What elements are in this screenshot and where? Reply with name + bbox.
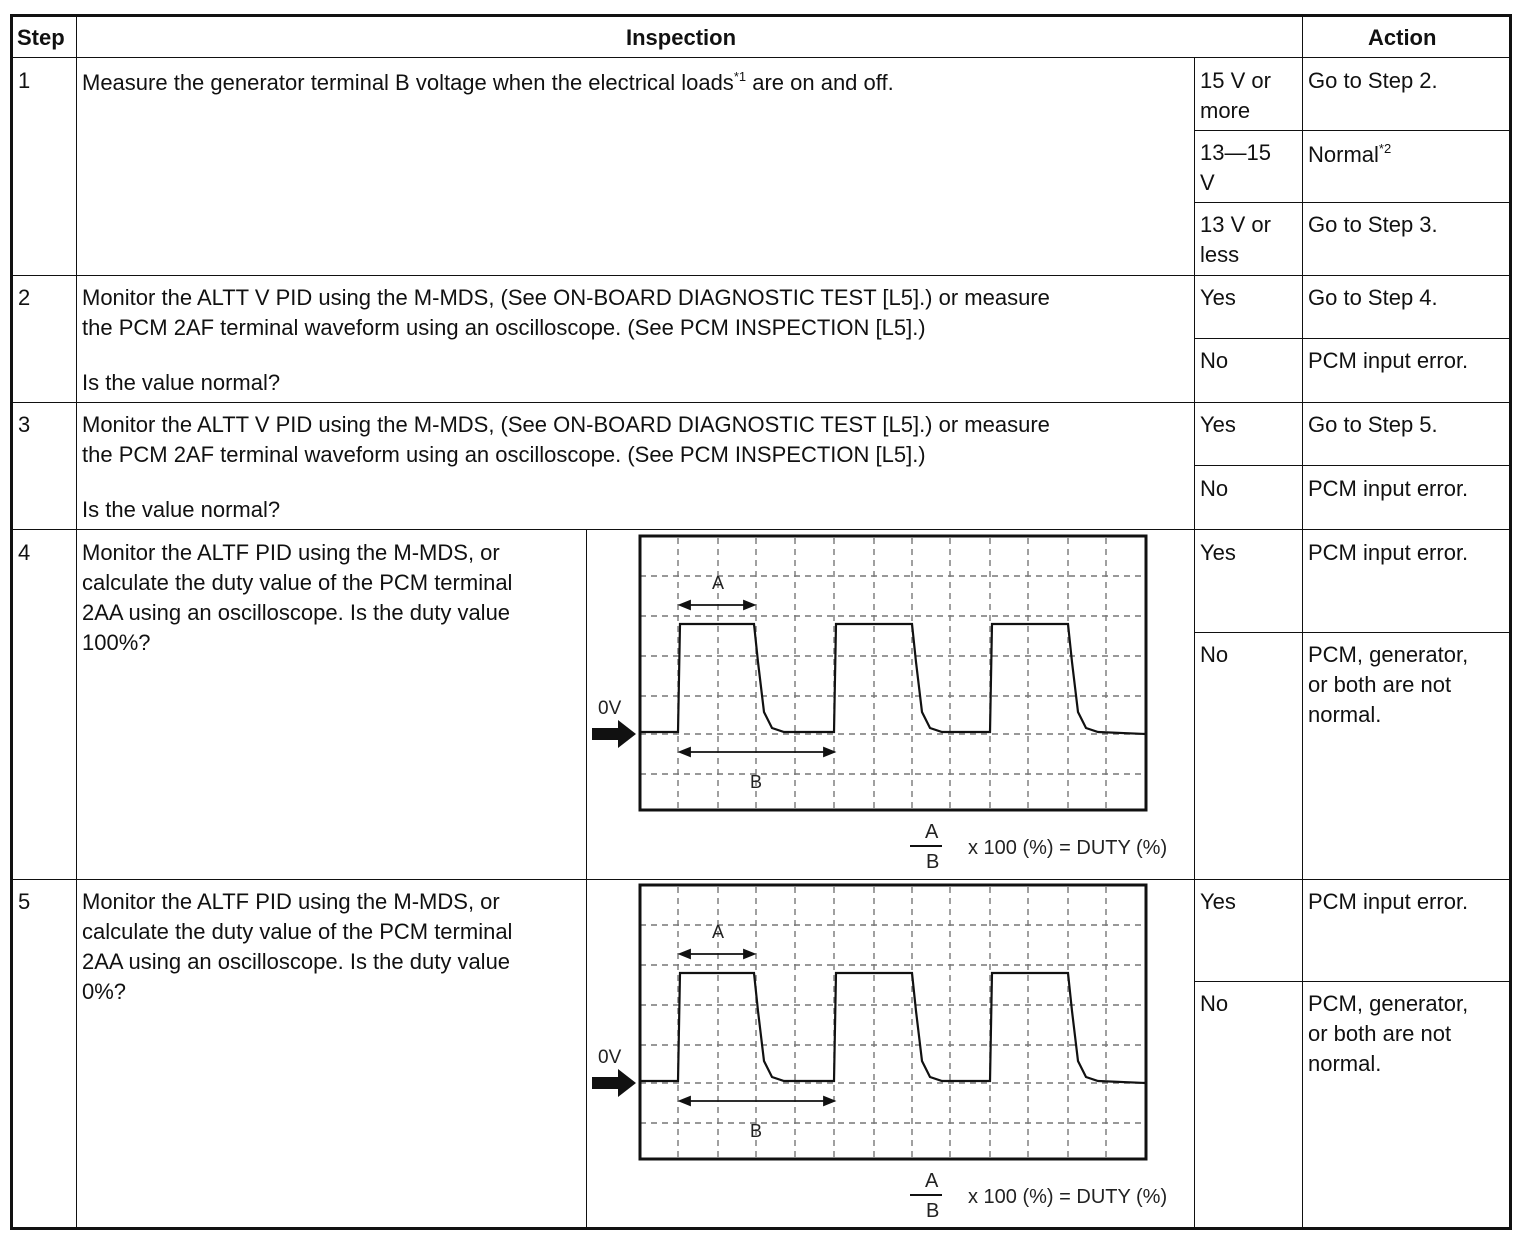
label-a: A bbox=[712, 922, 725, 942]
inspection-question: Is the value normal? bbox=[82, 370, 281, 395]
step-number: 2 bbox=[18, 285, 31, 310]
label-b: B bbox=[750, 772, 763, 792]
result-divider bbox=[1194, 465, 1510, 466]
action-text: Go to Step 5. bbox=[1308, 412, 1438, 437]
action-text: Normal$^{*2}$ bbox=[1308, 141, 1392, 167]
condition-text: 15 V or more bbox=[1200, 68, 1271, 123]
label-a: A bbox=[712, 573, 725, 593]
result-divider bbox=[1194, 981, 1510, 982]
row-divider bbox=[12, 879, 1510, 880]
header-action: Action bbox=[1368, 25, 1437, 50]
condition-text: Yes bbox=[1200, 889, 1236, 914]
action-text: Go to Step 3. bbox=[1308, 212, 1438, 237]
action-text: PCM, generator, or both are not normal. bbox=[1308, 642, 1469, 727]
formula-numerator: A bbox=[925, 1170, 939, 1192]
result-divider bbox=[1194, 202, 1510, 203]
oscilloscope-waveform-step4 bbox=[588, 532, 1192, 876]
dimension-a bbox=[680, 601, 754, 609]
dimension-b bbox=[680, 748, 834, 756]
inspection-text: Monitor the ALTT V PID using the M-MDS, (See ON-BOARD DIAGNOSTIC TEST [L5].) or measure bbox=[82, 285, 1050, 310]
result-divider bbox=[1194, 632, 1510, 633]
zero-volt-arrow bbox=[592, 1069, 636, 1097]
footnote-marker: *1 bbox=[733, 69, 747, 84]
inspection-text: Monitor the ALTT V PID using the M-MDS, (See ON-BOARD DIAGNOSTIC TEST [L5].) or measure bbox=[82, 412, 1050, 437]
label-b: B bbox=[750, 1121, 763, 1141]
action-text: PCM input error. bbox=[1308, 348, 1469, 373]
waveform-trace bbox=[640, 973, 1146, 1083]
condition-text: No bbox=[1200, 642, 1229, 667]
zero-volt-label: 0V bbox=[598, 1047, 622, 1068]
step-number: 4 bbox=[18, 540, 31, 565]
column-divider bbox=[586, 529, 587, 1228]
row-divider bbox=[12, 275, 1510, 276]
action-text: PCM, generator, or both are not normal. bbox=[1308, 991, 1469, 1076]
oscilloscope-waveform-step5 bbox=[588, 881, 1192, 1225]
action-text: PCM input error. bbox=[1308, 476, 1469, 501]
row-divider bbox=[12, 57, 1510, 58]
result-divider bbox=[1194, 130, 1510, 131]
condition-text: No bbox=[1200, 348, 1229, 373]
formula-numerator: A bbox=[925, 821, 939, 843]
inspection-question: Is the value normal? bbox=[82, 497, 281, 522]
zero-volt-label: 0V bbox=[598, 698, 622, 719]
action-text: Go to Step 4. bbox=[1308, 285, 1438, 310]
column-divider bbox=[1194, 57, 1195, 1228]
inspection-text: the PCM 2AF terminal waveform using an oscilloscope. (See PCM INSPECTION [L5].) bbox=[82, 315, 926, 340]
step-number: 1 bbox=[18, 68, 31, 93]
condition-text: No bbox=[1200, 991, 1229, 1016]
header-step: Step bbox=[17, 25, 65, 50]
action-text: PCM input error. bbox=[1308, 889, 1469, 914]
dimension-a bbox=[680, 950, 754, 958]
condition-text: Yes bbox=[1200, 285, 1236, 310]
step-number: 5 bbox=[18, 889, 31, 914]
column-divider bbox=[1302, 16, 1303, 1228]
row-divider bbox=[12, 402, 1510, 403]
condition-text: No bbox=[1200, 476, 1229, 501]
condition-text: Yes bbox=[1200, 540, 1236, 565]
condition-text: Yes bbox=[1200, 412, 1236, 437]
action-text: PCM input error. bbox=[1308, 540, 1469, 565]
step-number: 3 bbox=[18, 412, 31, 437]
formula-text: x 100 (%) = DUTY (%) bbox=[968, 1186, 1168, 1208]
column-divider bbox=[76, 16, 77, 1228]
condition-text: 13 V or less bbox=[1200, 212, 1271, 267]
waveform-trace bbox=[640, 624, 1146, 734]
row-divider bbox=[12, 529, 1510, 530]
result-divider bbox=[1194, 338, 1510, 339]
dimension-b bbox=[680, 1097, 834, 1105]
formula-denominator: B bbox=[926, 1200, 940, 1222]
formula-denominator: B bbox=[926, 851, 940, 873]
zero-volt-arrow bbox=[592, 720, 636, 748]
header-inspection: Inspection bbox=[626, 25, 737, 50]
inspection-text: Monitor the ALTF PID using the M-MDS, or calculate the duty value of the PCM terminal 2AA using an oscilloscope. Is the duty value 0%? bbox=[82, 889, 513, 1004]
inspection-text: the PCM 2AF terminal waveform using an oscilloscope. (See PCM INSPECTION [L5].) bbox=[82, 442, 926, 467]
action-text: Go to Step 2. bbox=[1308, 68, 1438, 93]
inspection-text: Monitor the ALTF PID using the M-MDS, or calculate the duty value of the PCM terminal 2AA using an oscilloscope. Is the duty value 100%? bbox=[82, 540, 513, 655]
formula-text: x 100 (%) = DUTY (%) bbox=[968, 837, 1168, 859]
condition-text: 13—15 V bbox=[1200, 140, 1271, 195]
footnote-marker: *2 bbox=[1378, 141, 1392, 156]
inspection-text: Measure the generator terminal B voltage when the electrical loads$^{*1}$ are on and off. bbox=[82, 69, 894, 95]
